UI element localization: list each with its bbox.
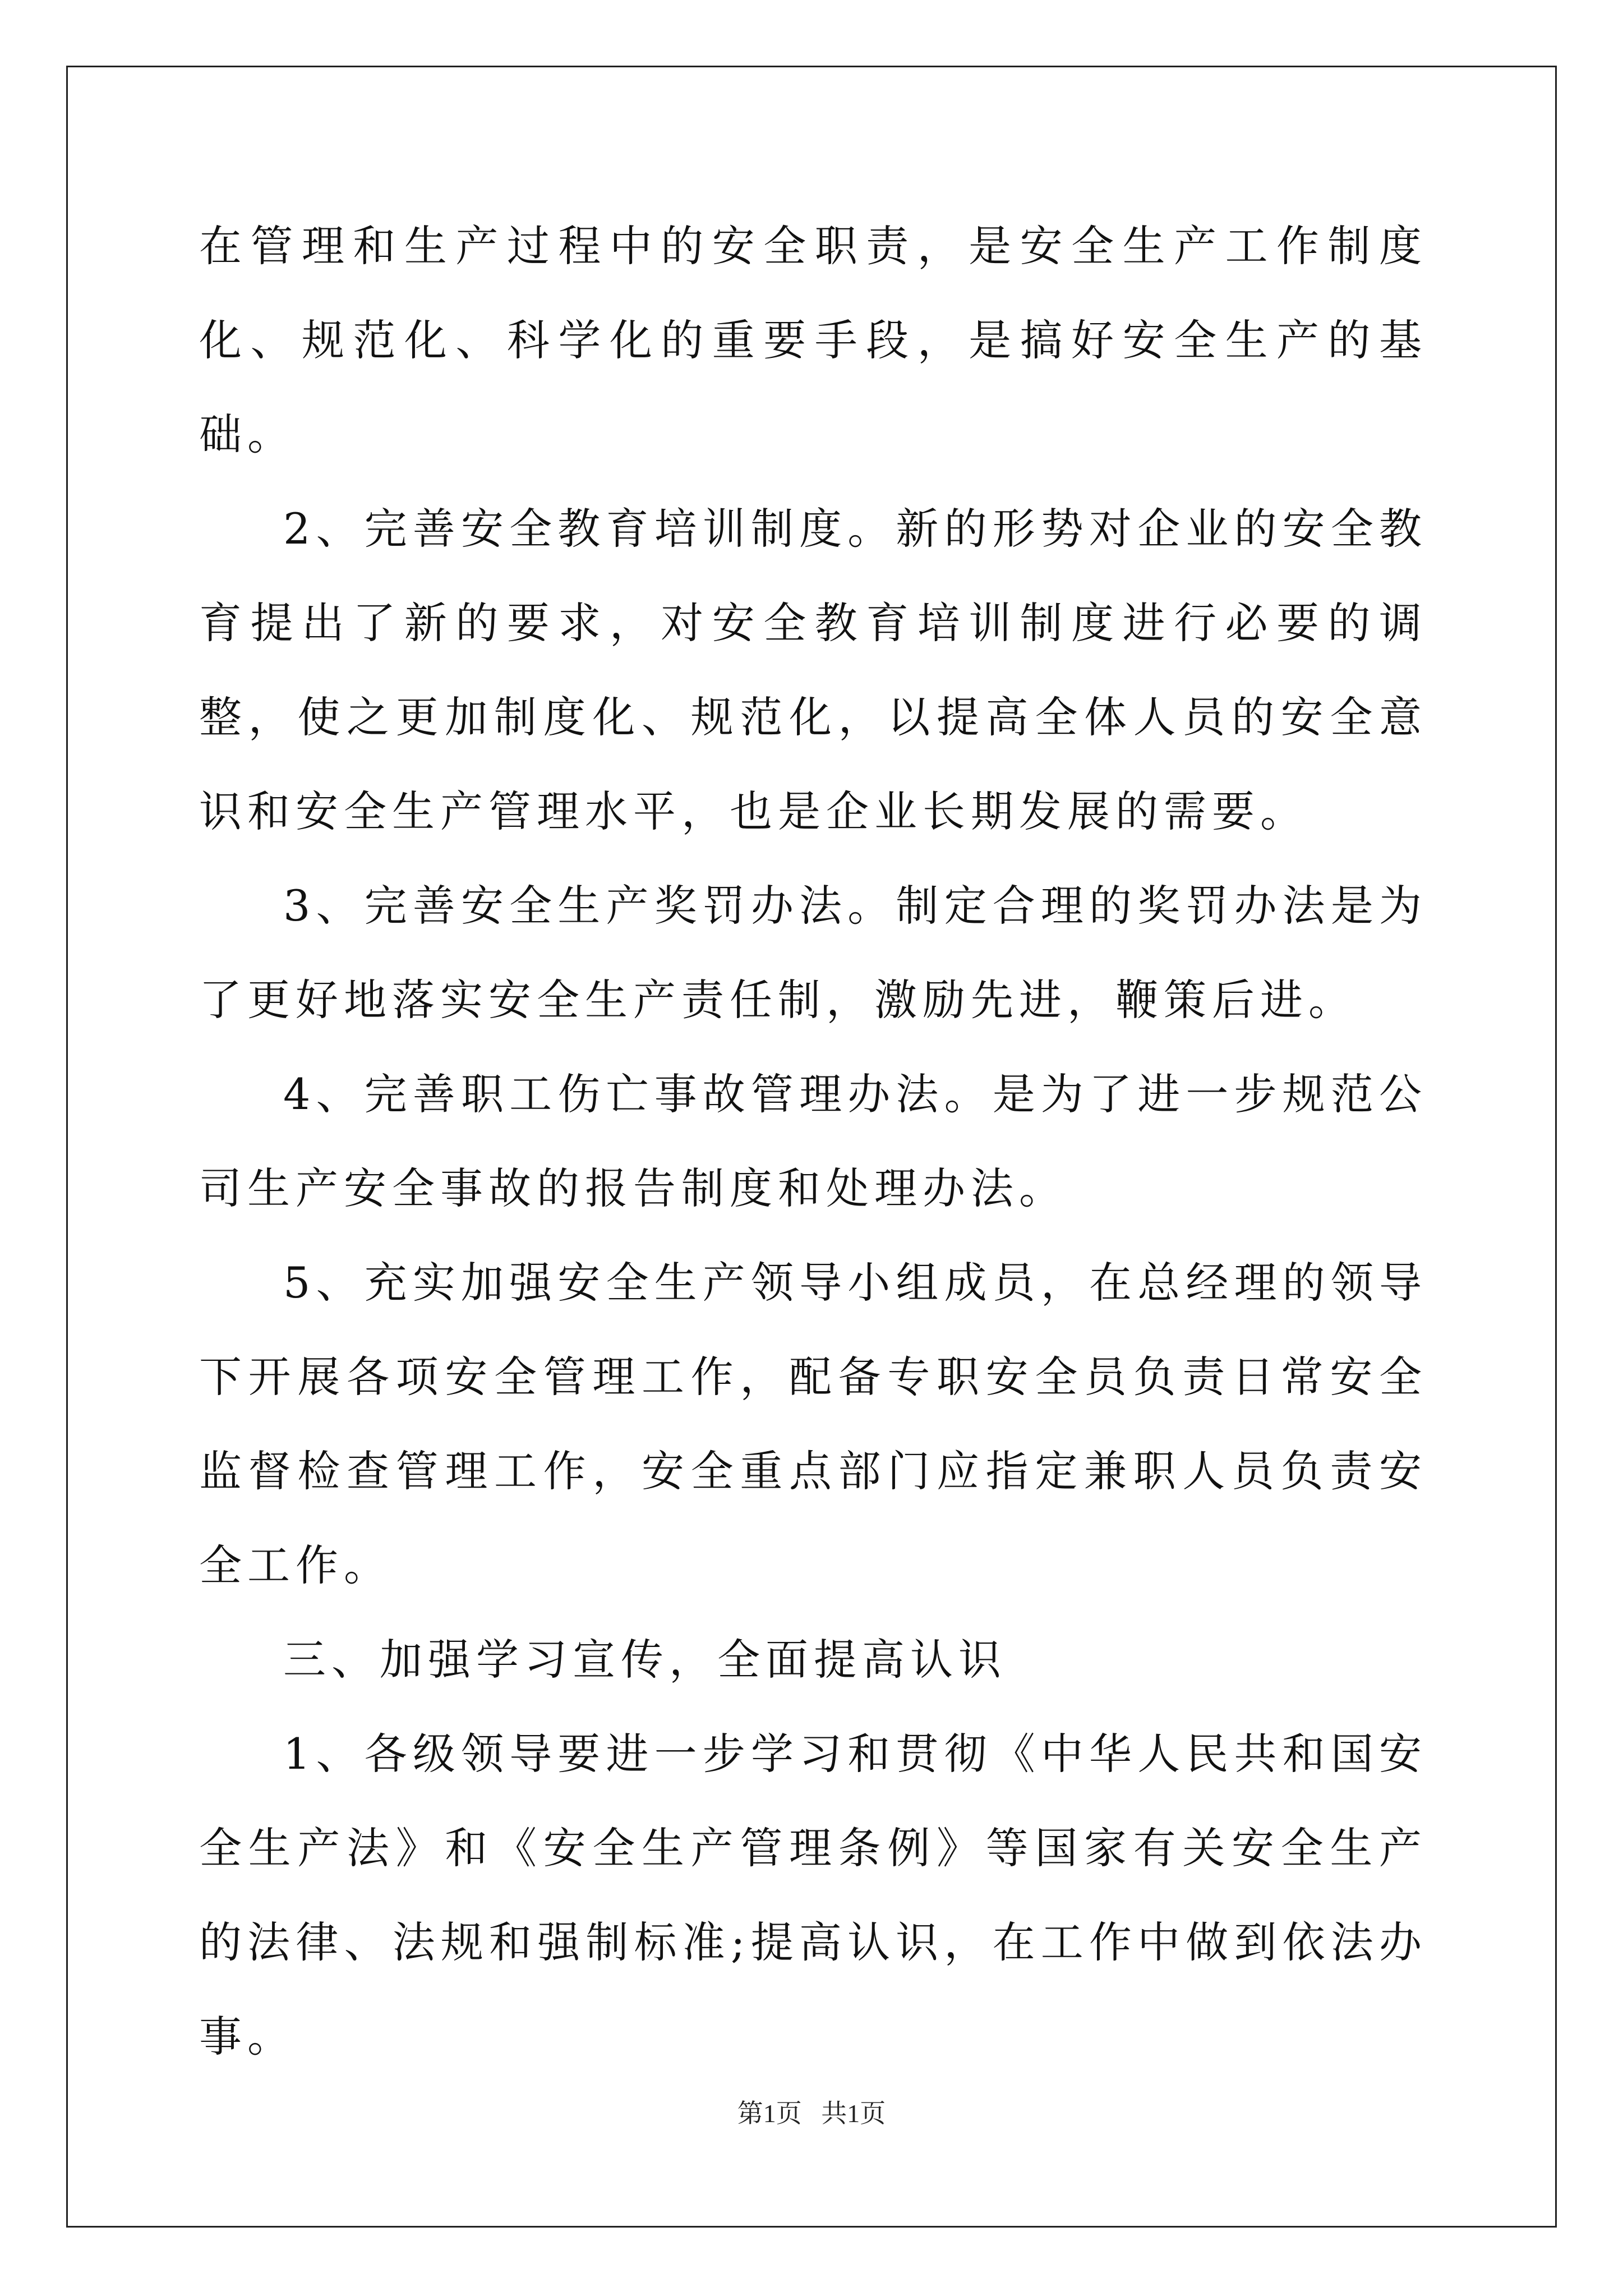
section-heading-study-publicity: 三、加强学习宣传，全面提高认识	[283, 1635, 1007, 1685]
paragraph-law-study: 1、各级领导要进一步学习和贯彻《中华人民共和国安全生产法》和《安全生产管理条例》等国家有关安全生产的法律、法规和强制标准;提高认识，在工作中做到依法办事。	[199, 1729, 1427, 2062]
page-number-footer: 第1页 共1页	[737, 2099, 886, 2128]
paragraph-reward-penalty: 3、完善安全生产奖罚办法。制定合理的奖罚办法是为了更好地落实安全生产责任制，激励先进，鞭策后进。	[199, 881, 1427, 1025]
paragraph-accident-management: 4、完善职工伤亡事故管理办法。是为了进一步规范公司生产安全事故的报告制度和处理办法。	[199, 1069, 1427, 1213]
paragraph-training-system: 2、完善安全教育培训制度。新的形势对企业的安全教育提出了新的要求，对安全教育培训制度进行必要的调整，使之更加制度化、规范化，以提高全体人员的安全意识和安全生产管理水平，也是企业长期发展的需要。	[199, 504, 1427, 836]
document-body	[199, 199, 1427, 2084]
paragraph-leadership-group: 5、充实加强安全生产领导小组成员，在总经理的领导下开展各项安全管理工作，配备专职安全员负责日常安全监督检查管理工作，安全重点部门应指定兼职人员负责安全工作。	[199, 1258, 1427, 1590]
paragraph-responsibility: 在管理和生产过程中的安全职责，是安全生产工作制度化、规范化、科学化的重要手段，是搞好安全生产的基础。	[199, 221, 1427, 459]
